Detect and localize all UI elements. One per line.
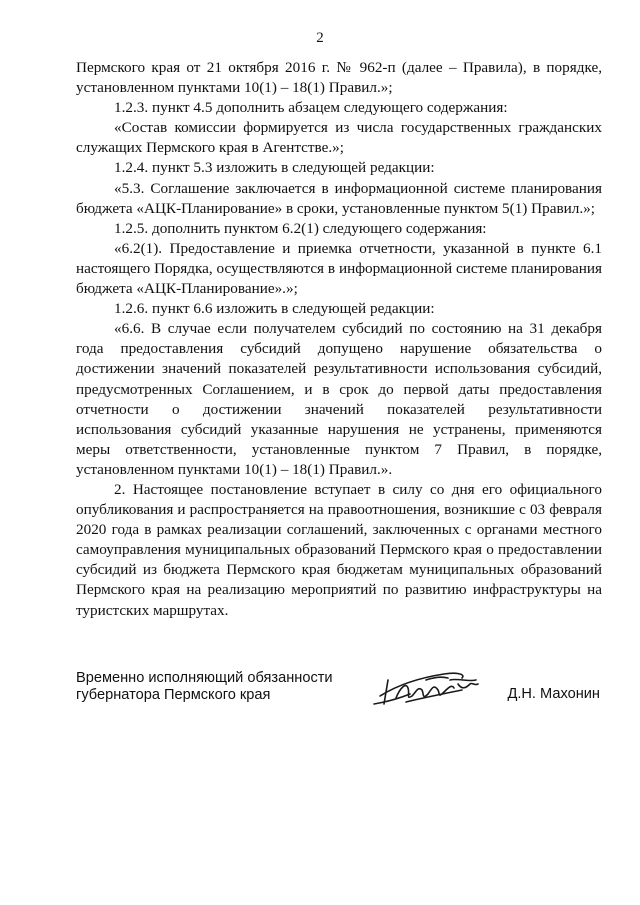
body-paragraph: 1.2.4. пункт 5.3 изложить в следующей редакции: [114,159,435,177]
signer-title [76,670,333,704]
body-paragraph: «6.6. В случае если получателем субсидий по состоянию на 31 декабря года предоставления субсидий допущено нарушение обязательства о достижении значений показателей результативности использования субсидий, предусмотренных Соглашением, и в срок до первой даты предоставления отчетности о достижении значений показателей результативности использования субсидий указанные нарушения не устранены, применяются меры ответственности, установленные пунктом 7 Правил, в порядке, установленном пунктами 10(1) – 18(1) Правил.». [76,320,602,478]
body-paragraph: «5.3. Соглашение заключается в информационной системе планирования бюджета «АЦК-Планирование» в сроки, установленные пунктом 5(1) Правил.»; [76,179,602,217]
signature-block [76,668,602,718]
signer-title-line-2: губернатора Пермского края [76,687,271,703]
handwritten-signature [366,668,482,710]
signer-title-line-1: Временно исполняющий обязанности [76,670,333,686]
body-paragraph: «Состав комиссии формируется из числа государственных гражданских служащих Пермского края в Агентстве.»; [76,119,602,157]
body-paragraph: 1.2.5. дополнить пунктом 6.2(1) следующего содержания: [114,219,487,237]
page-number: 2 [316,30,324,46]
body-paragraph: «6.2(1). Предоставление и приемка отчетности, указанной в пункте 6.1 настоящего Порядка, осуществляются в информационной системе планирования бюджета «АЦК-Планирование».»; [76,239,602,298]
body-paragraph: Пермского края от 21 октября 2016 г. № 962-п (далее – Правила), в порядке, установленном пунктами 10(1) – 18(1) Правил.»; [76,59,602,97]
document-body [76,58,602,621]
body-paragraph: 1.2.3. пункт 4.5 дополнить абзацем следующего содержания: [114,99,508,117]
body-paragraph: 1.2.6. пункт 6.6 изложить в следующей редакции: [114,300,435,318]
signer-name: Д.Н. Махонин [507,686,600,702]
body-paragraph: 2. Настоящее постановление вступает в силу со дня его официального опубликования и распространяется на правоотношения, возникшие с 03 февраля 2020 года в рамках реализации соглашений, заключенных с органами местного самоуправления муниципальных образований Пермского края о предоставлении субсидий из бюджета Пермского края бюджетам муниципальных образований Пермского края на реализацию мероприятий по развитию инфраструктуры на туристских маршрутах. [76,480,602,619]
